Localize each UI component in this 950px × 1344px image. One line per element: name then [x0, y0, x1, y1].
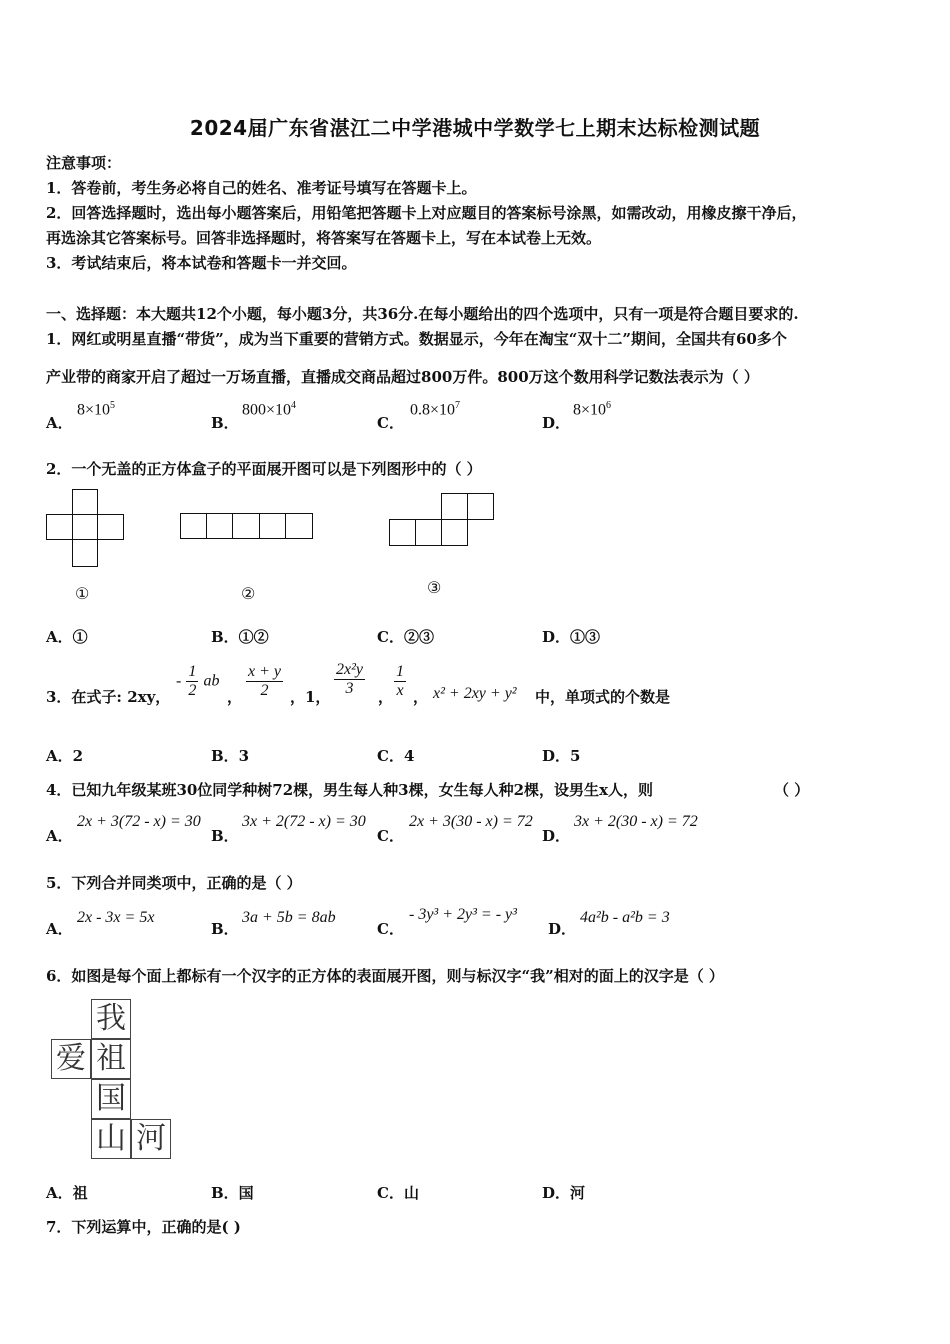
option-b: B．3 — [211, 747, 250, 765]
polynomial: x² + 2xy + y² — [433, 685, 517, 702]
figure-label-2: ② — [241, 584, 256, 603]
question-2-stem: 2．一个无盖的正方体盒子的平面展开图可以是下列图形中的（ ） — [46, 460, 482, 478]
option-c-expr: - 3y³ + 2y³ = - y³ — [409, 906, 517, 923]
option-c-label: C． — [377, 827, 404, 845]
section-heading: 一、选择题：本大题共12个小题，每小题3分，共36分.在每小题给出的四个选项中，只有一项是符合题目要求的. — [46, 305, 799, 323]
separator: ， — [227, 688, 243, 706]
question-6-stem: 6．如图是每个面上都标有一个汉字的正方体的表面展开图，则与标汉字“我”相对的面上的汉字是（ ） — [46, 967, 724, 985]
option-c: C．②③ — [377, 628, 434, 646]
option-a-label: A． — [46, 414, 73, 432]
separator: ， — [378, 688, 394, 706]
option-b-label: B． — [211, 827, 239, 845]
option-d: D．河 — [542, 1184, 586, 1202]
question-3-suffix: 中，单项式的个数是 — [535, 688, 671, 706]
option-d-expr: 4a²b - a²b = 3 — [580, 909, 670, 926]
option-d: D．①③ — [542, 628, 601, 646]
question-3-prefix: 3．在式子: 2xy， — [46, 688, 171, 706]
option-c-label: C． — [377, 920, 404, 938]
option-a-expr: 2x + 3(72 - x) = 30 — [77, 813, 201, 830]
figure-label-3: ③ — [427, 578, 442, 597]
notice-item: 2．回答选择题时，选出每小题答案后，用铅笔把答题卡上对应题目的答案标号涂黑，如需改动，用橡皮擦干净后， — [46, 204, 807, 222]
answer-paren: （ ） — [774, 781, 810, 799]
option-b-expr: 3a + 5b = 8ab — [242, 909, 336, 926]
option-a-expr: $8\times 10^5$ — [77, 400, 116, 419]
face-wo: 我 — [91, 999, 131, 1039]
notice-item: 再选涂其它答案标号。回答非选择题时，将答案写在答题卡上，写在本试卷上无效。 — [46, 229, 602, 247]
option-a-expr: 2x - 3x = 5x — [77, 909, 155, 926]
option-a: A．祖 — [46, 1184, 88, 1202]
face-ai: 爱 — [51, 1039, 91, 1079]
fraction-1: - $\frac{1}{2}$ ab — [176, 663, 220, 699]
face-guo: 国 — [91, 1079, 131, 1119]
question-3-one: ，1， — [290, 688, 331, 706]
option-d-expr: 3x + 2(30 - x) = 72 — [574, 813, 698, 830]
option-a: A．① — [46, 628, 88, 646]
option-b: B．①② — [211, 628, 269, 646]
option-a-label: A． — [46, 827, 73, 845]
fraction-2: $\frac{x + y}{2}$ — [248, 663, 281, 699]
face-he: 河 — [131, 1119, 171, 1159]
question-5-stem: 5．下列合并同类项中，正确的是（ ） — [46, 874, 302, 892]
option-c-expr: $0.8\times 10^7$ — [410, 400, 461, 419]
question-4-stem: 4．已知九年级某班30位同学种树72棵，男生每人种3棵，女生每人种2棵，设男生x人，则 — [46, 781, 654, 799]
fraction-4: $\frac{1}{x}$ — [396, 663, 404, 699]
option-b: B．国 — [211, 1184, 254, 1202]
option-b-expr: 3x + 2(72 - x) = 30 — [242, 813, 366, 830]
question-1-line1: 1．网红或明星直播“带货”，成为当下重要的营销方式。数据显示，今年在淘宝“双十二”期间，全国共有60多个 — [46, 330, 787, 348]
option-d-label: D． — [542, 827, 571, 845]
page-title: 2024届广东省湛江二中学港城中学数学七上期末达标检测试题 — [189, 116, 761, 140]
option-b-label: B． — [211, 414, 239, 432]
option-d-expr: $8\times 10^6$ — [573, 400, 612, 419]
face-shan: 山 — [91, 1119, 131, 1159]
question-1-line2: 产业带的商家开启了超过一万场直播，直播成交商品超过800万件。800万这个数用科学记数法表示为（ ） — [46, 368, 759, 386]
separator: ， — [413, 688, 429, 706]
notice-item: 3．考试结束后，将本试卷和答题卡一并交回。 — [46, 254, 357, 272]
question-7-stem: 7．下列运算中，正确的是( ) — [46, 1218, 241, 1236]
option-b-expr: $800\times 10^4$ — [242, 400, 297, 419]
option-a: A．2 — [46, 747, 84, 765]
fraction-3: $\frac{\text{2x²y}}{3}$ — [336, 661, 363, 697]
option-d-label: D． — [548, 920, 577, 938]
option-c: C．4 — [377, 747, 415, 765]
notice-heading: 注意事项： — [46, 154, 122, 172]
option-c-expr: 2x + 3(30 - x) = 72 — [409, 813, 533, 830]
option-c: C．山 — [377, 1184, 419, 1202]
option-b-label: B． — [211, 920, 239, 938]
option-c-label: C． — [377, 414, 404, 432]
option-d-label: D． — [542, 414, 571, 432]
notice-item: 1．答卷前，考生务必将自己的姓名、准考证号填写在答题卡上。 — [46, 179, 477, 197]
figure-label-1: ① — [75, 584, 90, 603]
face-zu: 祖 — [91, 1039, 131, 1079]
option-a-label: A． — [46, 920, 73, 938]
option-d: D．5 — [542, 747, 581, 765]
